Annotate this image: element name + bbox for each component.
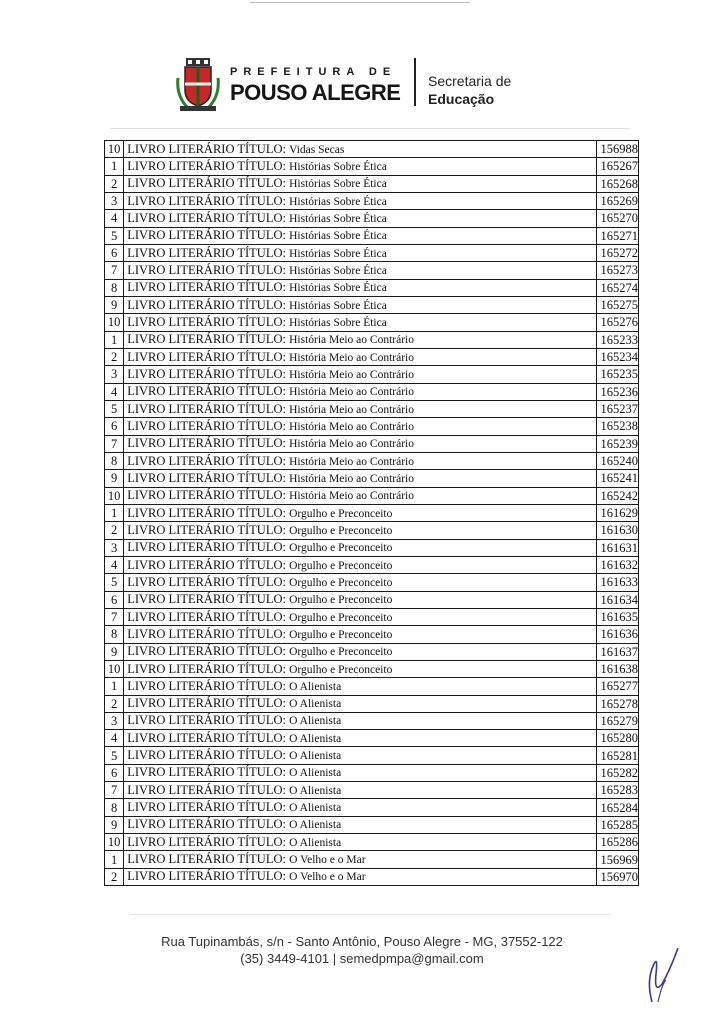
letterhead <box>176 56 536 112</box>
table-row <box>105 418 639 435</box>
row-number: 5 <box>105 747 124 764</box>
patrimony-code: 165237 <box>596 400 639 417</box>
book-description <box>124 366 596 383</box>
item-type-label: LIVRO LITERÁRIO TÍTULO: <box>127 626 286 641</box>
book-title: Histórias Sobre Ética <box>289 282 387 295</box>
table-row <box>105 504 639 521</box>
patrimony-code: 165284 <box>596 799 639 816</box>
row-number: 4 <box>105 556 124 573</box>
row-number: 10 <box>105 660 124 677</box>
item-type-label: LIVRO LITERÁRIO TÍTULO: <box>127 262 286 277</box>
row-number: 1 <box>105 331 124 348</box>
item-type-label: LIVRO LITERÁRIO TÍTULO: <box>127 436 286 451</box>
book-description <box>124 868 596 885</box>
row-number: 1 <box>105 851 124 868</box>
row-number: 1 <box>105 678 124 695</box>
book-description <box>124 522 596 539</box>
table-row <box>105 816 639 833</box>
book-description <box>124 539 596 556</box>
item-type-label: LIVRO LITERÁRIO TÍTULO: <box>127 644 286 659</box>
row-number: 1 <box>105 158 124 175</box>
header-scan-line <box>110 128 630 129</box>
table-row <box>105 868 639 885</box>
table-row <box>105 400 639 417</box>
table-row <box>105 435 639 452</box>
patrimony-code: 165270 <box>596 210 639 227</box>
book-description <box>124 712 596 729</box>
item-type-label: LIVRO LITERÁRIO TÍTULO: <box>127 713 286 728</box>
item-type-label: LIVRO LITERÁRIO TÍTULO: <box>127 418 286 433</box>
table-row <box>105 782 639 799</box>
handwritten-signature <box>640 944 684 1006</box>
department-line-1: Secretaria de <box>428 73 512 89</box>
book-title: Histórias Sobre Ética <box>289 316 387 329</box>
item-type-label: LIVRO LITERÁRIO TÍTULO: <box>127 852 286 867</box>
row-number: 7 <box>105 435 124 452</box>
book-title: Orgulho e Preconceito <box>289 594 393 607</box>
item-type-label: LIVRO LITERÁRIO TÍTULO: <box>127 280 286 295</box>
book-description <box>124 383 596 400</box>
table-row <box>105 383 639 400</box>
table-row <box>105 747 639 764</box>
book-title: História Meio ao Contrário <box>289 455 414 468</box>
table-row <box>105 366 639 383</box>
book-title: O Alienista <box>289 680 342 693</box>
patrimony-code: 165267 <box>596 158 639 175</box>
patrimony-code: 165286 <box>596 834 639 851</box>
item-type-label: LIVRO LITERÁRIO TÍTULO: <box>127 782 286 797</box>
city-name: POUSO ALEGRE <box>230 80 401 105</box>
table-row <box>105 764 639 781</box>
patrimony-code: 165279 <box>596 712 639 729</box>
book-description <box>124 591 596 608</box>
item-type-label: LIVRO LITERÁRIO TÍTULO: <box>127 817 286 832</box>
patrimony-code: 161629 <box>596 504 639 521</box>
patrimony-code: 165285 <box>596 816 639 833</box>
item-type-label: LIVRO LITERÁRIO TÍTULO: <box>127 678 286 693</box>
item-type-label: LIVRO LITERÁRIO TÍTULO: <box>127 470 286 485</box>
table-row <box>105 141 639 158</box>
item-type-label: LIVRO LITERÁRIO TÍTULO: <box>127 488 286 503</box>
row-number: 8 <box>105 452 124 469</box>
table-row <box>105 799 639 816</box>
table-row <box>105 539 639 556</box>
book-title: História Meio ao Contrário <box>289 334 414 347</box>
book-title: Orgulho e Preconceito <box>289 524 393 537</box>
book-description <box>124 730 596 747</box>
book-title: O Alienista <box>289 784 342 797</box>
table-row <box>105 244 639 261</box>
item-type-label: LIVRO LITERÁRIO TÍTULO: <box>127 869 286 884</box>
table-row <box>105 175 639 192</box>
row-number: 4 <box>105 210 124 227</box>
book-title: Vidas Secas <box>289 143 345 156</box>
header-divider <box>414 58 416 106</box>
book-title: O Alienista <box>289 836 342 849</box>
patrimony-code: 165240 <box>596 452 639 469</box>
book-title: Histórias Sobre Ética <box>289 195 387 208</box>
table-row <box>105 574 639 591</box>
item-type-label: LIVRO LITERÁRIO TÍTULO: <box>127 800 286 815</box>
table-row <box>105 626 639 643</box>
book-description <box>124 695 596 712</box>
book-title: Histórias Sobre Ética <box>289 178 387 191</box>
patrimony-code: 165272 <box>596 244 639 261</box>
book-title: Orgulho e Preconceito <box>289 542 393 555</box>
book-title: O Alienista <box>289 732 342 745</box>
item-type-label: LIVRO LITERÁRIO TÍTULO: <box>127 245 286 260</box>
table-row <box>105 331 639 348</box>
book-title: Orgulho e Preconceito <box>289 628 393 641</box>
table-row <box>105 660 639 677</box>
item-type-label: LIVRO LITERÁRIO TÍTULO: <box>127 366 286 381</box>
book-description <box>124 487 596 504</box>
book-title: História Meio ao Contrário <box>289 386 414 399</box>
book-title: Histórias Sobre Ética <box>289 230 387 243</box>
patrimony-code: 165273 <box>596 262 639 279</box>
patrimony-code: 165276 <box>596 314 639 331</box>
item-type-label: LIVRO LITERÁRIO TÍTULO: <box>127 557 286 572</box>
patrimony-code: 156988 <box>596 141 639 158</box>
patrimony-code: 165238 <box>596 418 639 435</box>
book-title: História Meio ao Contrário <box>289 438 414 451</box>
patrimony-code: 165278 <box>596 695 639 712</box>
book-description <box>124 141 596 158</box>
row-number: 6 <box>105 244 124 261</box>
item-type-label: LIVRO LITERÁRIO TÍTULO: <box>127 748 286 763</box>
patrimony-code: 165268 <box>596 175 639 192</box>
book-description <box>124 244 596 261</box>
item-type-label: LIVRO LITERÁRIO TÍTULO: <box>127 158 286 173</box>
table-row <box>105 296 639 313</box>
book-description <box>124 452 596 469</box>
table-row <box>105 851 639 868</box>
table-row <box>105 452 639 469</box>
book-description <box>124 418 596 435</box>
book-title: História Meio ao Contrário <box>289 368 414 381</box>
row-number: 8 <box>105 279 124 296</box>
row-number: 6 <box>105 591 124 608</box>
patrimony-code: 165280 <box>596 730 639 747</box>
table-row <box>105 470 639 487</box>
book-description <box>124 747 596 764</box>
item-type-label: LIVRO LITERÁRIO TÍTULO: <box>127 609 286 624</box>
patrimony-code: 165271 <box>596 227 639 244</box>
footer-contact: (35) 3449-4101 | semedpmpa@gmail.com <box>240 951 484 966</box>
book-description <box>124 851 596 868</box>
item-type-label: LIVRO LITERÁRIO TÍTULO: <box>127 210 286 225</box>
row-number: 9 <box>105 816 124 833</box>
book-description <box>124 764 596 781</box>
table-row <box>105 608 639 625</box>
table-row <box>105 158 639 175</box>
table-row <box>105 695 639 712</box>
patrimony-code: 165269 <box>596 192 639 209</box>
book-title: Histórias Sobre Ética <box>289 264 387 277</box>
book-description <box>124 626 596 643</box>
footer-address: Rua Tupinambás, s/n - Santo Antônio, Pouso Alegre - MG, 37552-122 <box>161 934 563 949</box>
table-row <box>105 556 639 573</box>
row-number: 8 <box>105 626 124 643</box>
book-description <box>124 660 596 677</box>
item-type-label: LIVRO LITERÁRIO TÍTULO: <box>127 765 286 780</box>
row-number: 2 <box>105 522 124 539</box>
item-type-label: LIVRO LITERÁRIO TÍTULO: <box>127 522 286 537</box>
book-description <box>124 331 596 348</box>
patrimony-code: 165234 <box>596 348 639 365</box>
patrimony-code: 165236 <box>596 383 639 400</box>
book-description <box>124 175 596 192</box>
row-number: 10 <box>105 834 124 851</box>
book-title: Histórias Sobre Ética <box>289 160 387 173</box>
book-description <box>124 782 596 799</box>
patrimony-code: 165241 <box>596 470 639 487</box>
book-title: O Alienista <box>289 698 342 711</box>
book-description <box>124 834 596 851</box>
patrimony-code: 161634 <box>596 591 639 608</box>
patrimony-code: 156970 <box>596 868 639 885</box>
item-type-label: LIVRO LITERÁRIO TÍTULO: <box>127 453 286 468</box>
table-row <box>105 279 639 296</box>
book-title: O Alienista <box>289 767 342 780</box>
row-number: 10 <box>105 141 124 158</box>
row-number: 3 <box>105 192 124 209</box>
prefeitura-de-label: PREFEITURA DE <box>230 66 397 78</box>
book-description <box>124 227 596 244</box>
book-title: O Alienista <box>289 750 342 763</box>
table-row <box>105 314 639 331</box>
book-description <box>124 210 596 227</box>
book-description <box>124 314 596 331</box>
item-type-label: LIVRO LITERÁRIO TÍTULO: <box>127 314 286 329</box>
book-title: História Meio ao Contrário <box>289 472 414 485</box>
patrimony-code: 165275 <box>596 296 639 313</box>
row-number: 5 <box>105 227 124 244</box>
book-description <box>124 348 596 365</box>
row-number: 6 <box>105 418 124 435</box>
item-type-label: LIVRO LITERÁRIO TÍTULO: <box>127 141 286 156</box>
patrimony-code: 165274 <box>596 279 639 296</box>
patrimony-code: 161638 <box>596 660 639 677</box>
book-title: O Velho e o Mar <box>289 854 366 867</box>
patrimony-code: 161637 <box>596 643 639 660</box>
department-line-2: Educação <box>428 91 495 107</box>
patrimony-code: 165242 <box>596 487 639 504</box>
row-number: 2 <box>105 348 124 365</box>
item-type-label: LIVRO LITERÁRIO TÍTULO: <box>127 661 286 676</box>
book-title: Histórias Sobre Ética <box>289 247 387 260</box>
book-description <box>124 296 596 313</box>
patrimony-code: 156969 <box>596 851 639 868</box>
book-title: Orgulho e Preconceito <box>289 507 393 520</box>
book-description <box>124 799 596 816</box>
row-number: 9 <box>105 470 124 487</box>
item-type-label: LIVRO LITERÁRIO TÍTULO: <box>127 228 286 243</box>
item-type-label: LIVRO LITERÁRIO TÍTULO: <box>127 401 286 416</box>
table-row <box>105 730 639 747</box>
table-body <box>105 141 639 886</box>
book-title: O Velho e o Mar <box>289 871 366 884</box>
book-title: Histórias Sobre Ética <box>289 299 387 312</box>
table-row <box>105 522 639 539</box>
row-number: 7 <box>105 782 124 799</box>
table-row <box>105 591 639 608</box>
row-number: 2 <box>105 695 124 712</box>
book-description <box>124 470 596 487</box>
patrimony-code: 161636 <box>596 626 639 643</box>
item-type-label: LIVRO LITERÁRIO TÍTULO: <box>127 540 286 555</box>
book-title: História Meio ao Contrário <box>289 351 414 364</box>
book-description <box>124 608 596 625</box>
row-number: 10 <box>105 487 124 504</box>
table-row <box>105 487 639 504</box>
row-number: 7 <box>105 608 124 625</box>
department-name <box>428 72 511 108</box>
row-number: 3 <box>105 712 124 729</box>
row-number: 9 <box>105 643 124 660</box>
item-type-label: LIVRO LITERÁRIO TÍTULO: <box>127 332 286 347</box>
book-description <box>124 435 596 452</box>
book-title: Orgulho e Preconceito <box>289 611 393 624</box>
book-title: O Alienista <box>289 802 342 815</box>
row-number: 1 <box>105 504 124 521</box>
book-title: Orgulho e Preconceito <box>289 576 393 589</box>
table-row <box>105 192 639 209</box>
book-title: O Alienista <box>289 715 342 728</box>
item-type-label: LIVRO LITERÁRIO TÍTULO: <box>127 592 286 607</box>
table-row <box>105 834 639 851</box>
row-number: 8 <box>105 799 124 816</box>
table-row <box>105 643 639 660</box>
item-type-label: LIVRO LITERÁRIO TÍTULO: <box>127 297 286 312</box>
patrimony-code: 165235 <box>596 366 639 383</box>
top-scan-line <box>250 2 470 3</box>
book-description <box>124 643 596 660</box>
item-type-label: LIVRO LITERÁRIO TÍTULO: <box>127 696 286 711</box>
book-description <box>124 574 596 591</box>
book-description <box>124 400 596 417</box>
coat-of-arms-icon <box>176 58 220 112</box>
patrimony-code: 165239 <box>596 435 639 452</box>
table-row <box>105 262 639 279</box>
book-description <box>124 262 596 279</box>
patrimony-code: 165283 <box>596 782 639 799</box>
table-row <box>105 210 639 227</box>
row-number: 2 <box>105 868 124 885</box>
item-type-label: LIVRO LITERÁRIO TÍTULO: <box>127 574 286 589</box>
item-type-label: LIVRO LITERÁRIO TÍTULO: <box>127 730 286 745</box>
item-type-label: LIVRO LITERÁRIO TÍTULO: <box>127 193 286 208</box>
patrimony-code: 161632 <box>596 556 639 573</box>
row-number: 6 <box>105 764 124 781</box>
row-number: 4 <box>105 730 124 747</box>
table-row <box>105 678 639 695</box>
book-description <box>124 816 596 833</box>
book-title: Orgulho e Preconceito <box>289 663 393 676</box>
patrimony-code: 161635 <box>596 608 639 625</box>
row-number: 5 <box>105 574 124 591</box>
row-number: 3 <box>105 366 124 383</box>
patrimony-code: 165282 <box>596 764 639 781</box>
book-description <box>124 504 596 521</box>
patrimony-code: 161631 <box>596 539 639 556</box>
book-title: História Meio ao Contrário <box>289 490 414 503</box>
book-description <box>124 279 596 296</box>
book-description <box>124 556 596 573</box>
patrimony-code: 161633 <box>596 574 639 591</box>
item-type-label: LIVRO LITERÁRIO TÍTULO: <box>127 505 286 520</box>
row-number: 3 <box>105 539 124 556</box>
patrimony-code: 165277 <box>596 678 639 695</box>
row-number: 10 <box>105 314 124 331</box>
book-description <box>124 678 596 695</box>
row-number: 2 <box>105 175 124 192</box>
book-inventory-table <box>104 140 639 886</box>
book-title: Orgulho e Preconceito <box>289 646 393 659</box>
footer-scan-line <box>130 914 610 915</box>
table-row <box>105 227 639 244</box>
table-row <box>105 348 639 365</box>
book-title: O Alienista <box>289 819 342 832</box>
book-title: História Meio ao Contrário <box>289 403 414 416</box>
book-description <box>124 192 596 209</box>
item-type-label: LIVRO LITERÁRIO TÍTULO: <box>127 834 286 849</box>
row-number: 5 <box>105 400 124 417</box>
book-description <box>124 158 596 175</box>
item-type-label: LIVRO LITERÁRIO TÍTULO: <box>127 384 286 399</box>
table-row <box>105 712 639 729</box>
row-number: 7 <box>105 262 124 279</box>
item-type-label: LIVRO LITERÁRIO TÍTULO: <box>127 349 286 364</box>
row-number: 4 <box>105 383 124 400</box>
patrimony-code: 161630 <box>596 522 639 539</box>
patrimony-code: 165233 <box>596 331 639 348</box>
book-title: Orgulho e Preconceito <box>289 559 393 572</box>
patrimony-code: 165281 <box>596 747 639 764</box>
row-number: 9 <box>105 296 124 313</box>
book-title: História Meio ao Contrário <box>289 420 414 433</box>
item-type-label: LIVRO LITERÁRIO TÍTULO: <box>127 176 286 191</box>
book-title: Histórias Sobre Ética <box>289 212 387 225</box>
